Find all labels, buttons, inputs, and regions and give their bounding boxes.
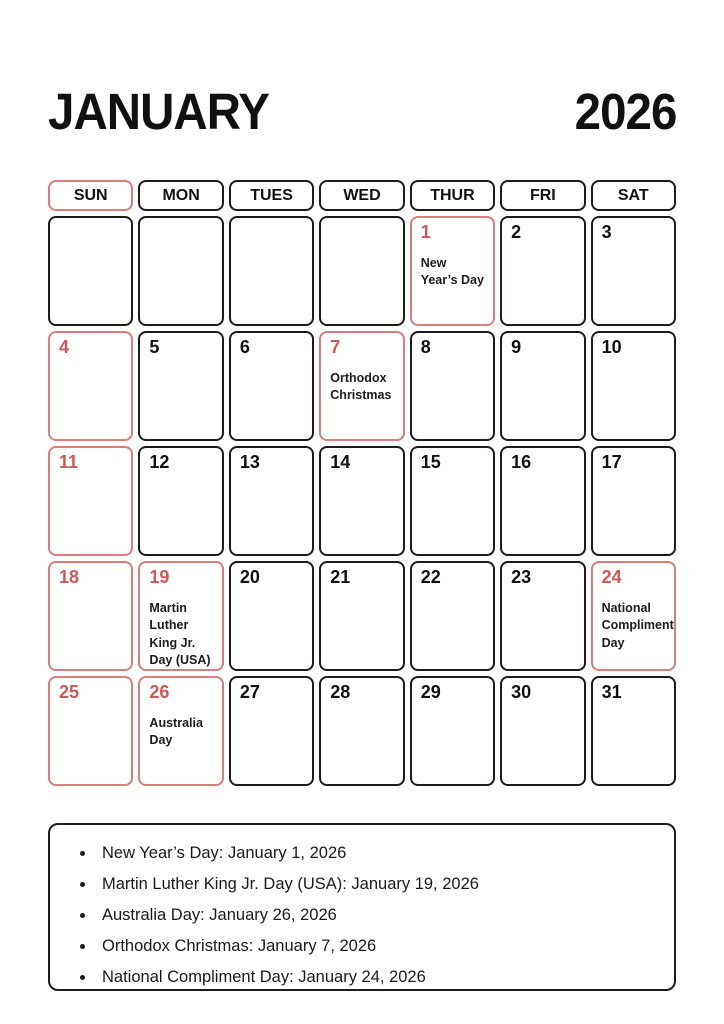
calendar-cell-16: [500, 446, 585, 556]
day-number: 9: [511, 337, 522, 358]
day-number: 23: [511, 567, 532, 588]
day-number: 30: [511, 682, 532, 703]
day-number: 29: [420, 682, 441, 703]
day-number: 19: [149, 567, 170, 588]
day-number: 26: [149, 682, 170, 703]
calendar-cell-29: [410, 676, 495, 786]
calendar-cell-12: [138, 446, 223, 556]
weekday-header-wed: WED: [319, 180, 404, 211]
day-number: 20: [239, 567, 260, 588]
day-number: 11: [59, 452, 79, 473]
holiday-list-item: • National Compliment Day: January 24, 2026: [96, 962, 658, 993]
day-number: 7: [330, 337, 341, 358]
calendar-cell-7: [319, 331, 404, 441]
calendar-cell-10: [591, 331, 676, 441]
calendar-cell-27: [229, 676, 314, 786]
calendar-cell-13: [229, 446, 314, 556]
calendar-cell-30: [500, 676, 585, 786]
calendar-cell-31: [591, 676, 676, 786]
calendar-cell-9: [500, 331, 585, 441]
day-number: 17: [601, 452, 622, 473]
calendar-cell-14: [319, 446, 404, 556]
holiday-list-item: • Orthodox Christmas: January 7, 2026: [96, 931, 658, 962]
day-number: 25: [59, 682, 80, 703]
calendar-grid: [48, 216, 676, 786]
weekday-header-thur: THUR: [410, 180, 495, 211]
day-number: 22: [420, 567, 441, 588]
holiday-label: National Compliment Day: [601, 600, 674, 650]
weekday-header-fri: FRI: [500, 180, 585, 211]
calendar-cell-6: [229, 331, 314, 441]
weekday-header-row: [48, 180, 676, 211]
holiday-legend-box: [48, 823, 676, 991]
calendar-cell-5: [138, 331, 223, 441]
year-title: 2026: [574, 83, 676, 140]
day-number: 4: [59, 337, 70, 358]
calendar-cell-19: [138, 561, 223, 671]
weekday-header-mon: MON: [138, 180, 223, 211]
holiday-label: New Year’s Day: [420, 255, 484, 288]
calendar-cell-empty: [229, 216, 314, 326]
day-number: 24: [601, 567, 622, 588]
calendar-cell-24: [591, 561, 676, 671]
day-number: 13: [239, 452, 260, 473]
weekday-header-sat: SAT: [591, 180, 676, 211]
title-row: [48, 0, 676, 140]
calendar-cell-22: [410, 561, 495, 671]
day-number: 10: [601, 337, 622, 358]
day-number: 18: [59, 567, 80, 588]
holiday-list-item: • New Year’s Day: January 1, 2026: [96, 838, 658, 869]
calendar-cell-empty: [319, 216, 404, 326]
day-number: 3: [601, 222, 612, 243]
day-number: 14: [330, 452, 351, 473]
day-number: 2: [511, 222, 522, 243]
calendar-cell-25: [48, 676, 133, 786]
calendar-cell-23: [500, 561, 585, 671]
holiday-label: Australia Day: [149, 715, 203, 748]
month-title: JANUARY: [48, 83, 270, 140]
calendar-cell-2: [500, 216, 585, 326]
calendar-cell-17: [591, 446, 676, 556]
day-number: 6: [239, 337, 250, 358]
calendar-cell-20: [229, 561, 314, 671]
calendar-cell-28: [319, 676, 404, 786]
holiday-list: [74, 838, 658, 993]
day-number: 31: [601, 682, 622, 703]
day-number: 12: [149, 452, 170, 473]
calendar-cell-11: [48, 446, 133, 556]
weekday-header-sun: SUN: [48, 180, 133, 211]
day-number: 5: [149, 337, 160, 358]
calendar-cell-18: [48, 561, 133, 671]
holiday-label: Martin Luther King Jr. Day (USA): [149, 600, 211, 668]
calendar-cell-15: [410, 446, 495, 556]
weekday-header-tues: TUES: [229, 180, 314, 211]
holiday-list-item: • Australia Day: January 26, 2026: [96, 900, 658, 931]
day-number: 21: [330, 567, 351, 588]
calendar-cell-26: [138, 676, 223, 786]
calendar-cell-empty: [138, 216, 223, 326]
day-number: 16: [511, 452, 532, 473]
holiday-list-item: • Martin Luther King Jr. Day (USA): January 19, 2026: [96, 869, 658, 900]
calendar-cell-3: [591, 216, 676, 326]
day-number: 28: [330, 682, 351, 703]
day-number: 27: [239, 682, 260, 703]
day-number: 1: [420, 222, 431, 243]
calendar-cell-21: [319, 561, 404, 671]
calendar-cell-1: [410, 216, 495, 326]
holiday-label: Orthodox Christmas: [330, 370, 392, 403]
day-number: 15: [420, 452, 441, 473]
calendar-cell-4: [48, 331, 133, 441]
calendar-cell-8: [410, 331, 495, 441]
calendar-cell-empty: [48, 216, 133, 326]
day-number: 8: [420, 337, 431, 358]
